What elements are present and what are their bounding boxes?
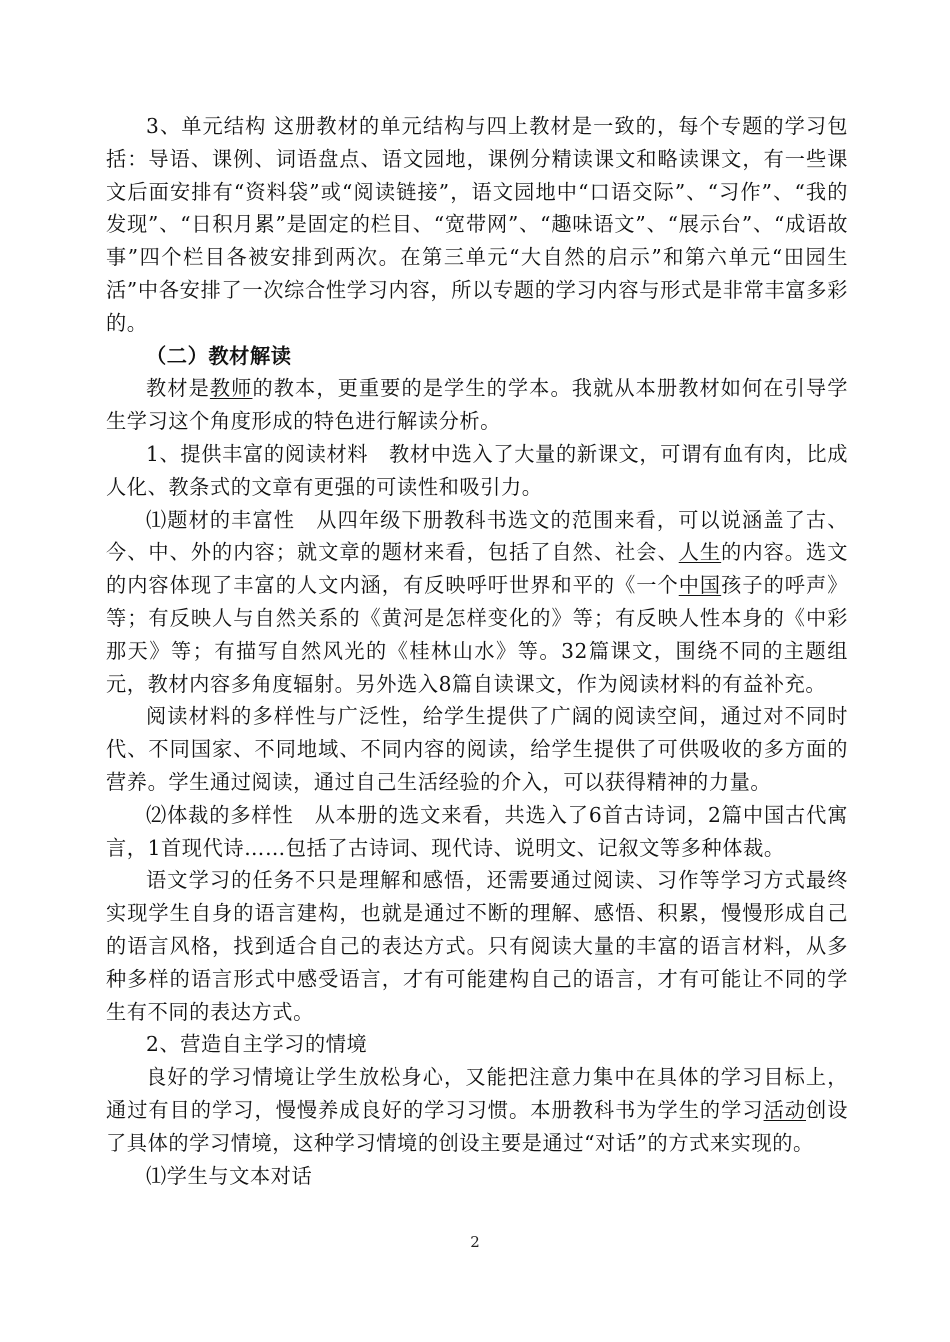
paragraph-genre-diversity: ⑵体裁的多样性 从本册的选文来看，共选入了6首古诗词，2篇中国古代寓言，1首现代诗……包括了古诗词、现代诗、说明文、记叙文等多种体裁。 bbox=[106, 802, 848, 860]
section-heading: （二）教材解读 bbox=[146, 343, 292, 368]
paragraph-language-learning: 语文学习的任务不只是理解和感悟，还需要通过阅读、习作等学习方式最终实现学生自身的语言建构，也就是通过不断的理解、感悟、积累，慢慢形成自己的语言风格，找到适合自己的表达方式。只有阅读大量的丰富的语言材料，从多种多样的语言形式中感受语言，才有可能建构自己的语言，才有可能让不同的学生有不同的表达方式。 bbox=[106, 868, 848, 1024]
paragraph-student-text-dialogue: ⑴学生与文本对话 bbox=[146, 1163, 313, 1188]
paragraph-textbook-intro bbox=[106, 372, 848, 438]
paragraph-unit-structure: 3、单元结构 这册教材的单元结构与四上教材是一致的，每个专题的学习包括：导语、课例、词语盘点、语文园地，课例分精读课文和略读课文，有一些课文后面安排有“资料袋”或“阅读链接”，语文园地中“口语交际”、“习作”、“我的发现”、“日积月累”是固定的栏目、“宽带网”、“趣味语文”、“展示台”、“成语故事”四个栏目各被安排到两次。在第三单元“大自然的启示”和第六单元“田园生活”中各安排了一次综合性学习内容，所以专题的学习内容与形式是非常丰富多彩的。 bbox=[106, 114, 848, 335]
link-life[interactable]: 人生 bbox=[678, 540, 722, 565]
text-span: 孩子的呼声》等；有反映人与自然关系的《黄河是怎样变化的》等；有反映人性本身的《中彩那天》等；有描写自然风光的《桂林山水》等。32篇课文，围绕不同的主题组元，教材内容多角度辐射。另外选入8篇自读课文，作为阅读材料的有益补充。 bbox=[106, 573, 849, 696]
body-text bbox=[106, 110, 848, 1192]
paragraph-reading-materials: 1、提供丰富的阅读材料 教材中选入了大量的新课文，可谓有血有肉，比成人化、教条式的文章有更强的可读性和吸引力。 bbox=[106, 441, 848, 499]
text-span: 教材是 bbox=[146, 376, 210, 401]
link-china[interactable]: 中国 bbox=[678, 573, 722, 598]
link-teacher[interactable]: 教师 bbox=[209, 376, 253, 401]
paragraph-topic-richness bbox=[106, 504, 848, 701]
paragraph-learning-context bbox=[106, 1061, 848, 1159]
paragraph-diversity: 阅读材料的多样性与广泛性，给学生提供了广阔的阅读空间，通过对不同时代、不同国家、不同地域、不同内容的阅读，给学生提供了可供吸收的多方面的营养。学生通过阅读，通过自己生活经验的介入，可以获得精神的力量。 bbox=[106, 704, 848, 794]
text-span: 的内容。选文的内容体现了丰富的人文内涵，有反映呼吁世界和平的《一个 bbox=[106, 540, 849, 598]
text-span: ⑴题材的丰富性 从四年级下册教科书选文的范围来看，可以说涵盖了古、今、中、外的内容；就文章的题材来看，包括了自然、社会、 bbox=[106, 507, 848, 565]
text-span: 良好的学习情境让学生放松身心，又能把注意力集中在具体的学习目标上，通过有目的学习，慢慢养成良好的学习习惯。本册教科书为学生的学习 bbox=[106, 1065, 848, 1122]
paragraph-learning-context-heading: 2、营造自主学习的情境 bbox=[146, 1032, 368, 1057]
link-activity[interactable]: 活动 bbox=[763, 1097, 807, 1122]
page-number: 2 bbox=[470, 1233, 480, 1251]
text-span: 的教本，更重要的是学生的学本。我就从本册教材如何在引导学生学习这个角度形成的特色进行解读分析。 bbox=[106, 376, 848, 434]
text-span: 创设了具体的学习情境，这种学习情境的创设主要是通过“对话”的方式来实现的。 bbox=[106, 1097, 849, 1155]
